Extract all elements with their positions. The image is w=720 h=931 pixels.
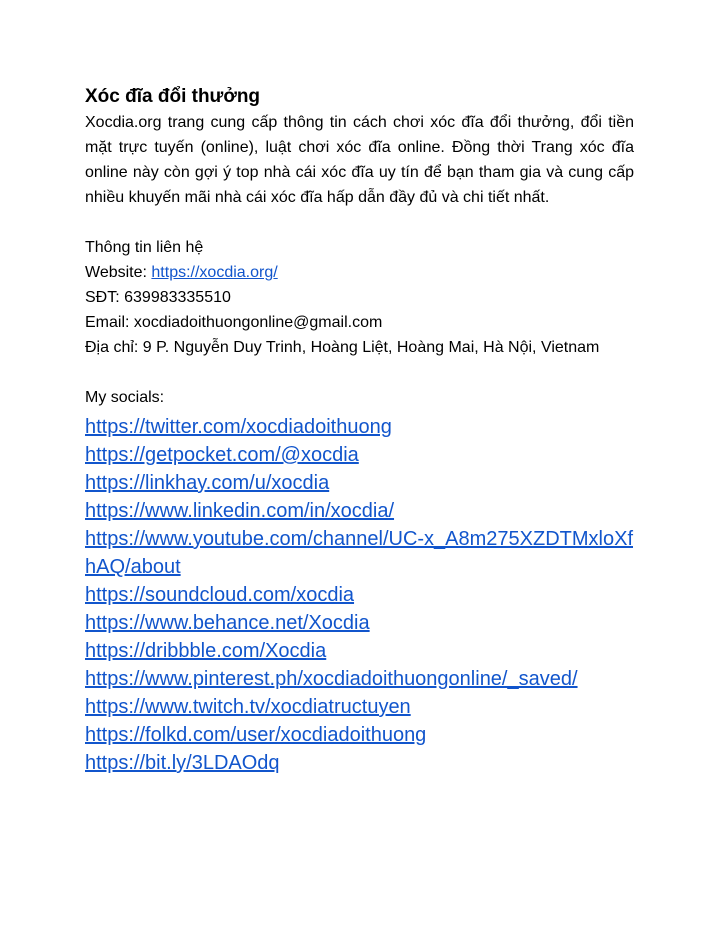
website-label: Website:	[85, 264, 152, 281]
spacer	[85, 210, 634, 235]
social-link-dribbble[interactable]: https://dribbble.com/Xocdia	[85, 640, 327, 662]
list-item	[85, 413, 634, 441]
list-item	[85, 469, 634, 497]
document-title: Xóc đĩa đổi thưởng	[85, 86, 261, 107]
list-item	[85, 693, 634, 721]
list-item	[85, 665, 634, 693]
list-item	[85, 721, 634, 749]
social-link-linkhay[interactable]: https://linkhay.com/u/xocdia	[85, 472, 330, 494]
list-item	[85, 581, 634, 609]
social-link-folkd[interactable]: https://folkd.com/user/xocdiadoithuong	[85, 724, 427, 746]
social-link-twitch[interactable]: https://www.twitch.tv/xocdiatructuyen	[85, 696, 411, 718]
address-line: Địa chỉ: 9 P. Nguyễn Duy Trinh, Hoàng Liệt, Hoàng Mai, Hà Nội, Vietnam	[85, 339, 600, 356]
intro-paragraph: Xocdia.org trang cung cấp thông tin cách chơi xóc đĩa đổi thưởng, đổi tiền mặt trực tuyến (online), luật chơi xóc đĩa online. Đồng thời Trang xóc đĩa online này còn gợi ý top nhà cái xóc đĩa uy tín để bạn tham gia và cung cấp nhiều khuyến mãi nhà cái xóc đĩa hấp dẫn đầy đủ và chi tiết nhất.	[85, 114, 634, 206]
social-link-youtube[interactable]: https://www.youtube.com/channel/UC-x_A8m275XZDTMxloXfhAQ/about	[85, 528, 633, 578]
email-line: Email: xocdiadoithuongonline@gmail.com	[85, 314, 383, 331]
list-item	[85, 441, 634, 469]
social-link-pinterest[interactable]: https://www.pinterest.ph/xocdiadoithuongonline/_saved/	[85, 668, 578, 690]
social-link-getpocket[interactable]: https://getpocket.com/@xocdia	[85, 444, 359, 466]
social-link-behance[interactable]: https://www.behance.net/Xocdia	[85, 612, 370, 634]
social-link-linkedin[interactable]: https://www.linkedin.com/in/xocdia/	[85, 500, 395, 522]
phone-line: SĐT: 639983335510	[85, 289, 231, 306]
list-item	[85, 525, 634, 581]
social-link-bitly[interactable]: https://bit.ly/3LDAOdq	[85, 752, 280, 774]
social-link-soundcloud[interactable]: https://soundcloud.com/xocdia	[85, 584, 355, 606]
website-link[interactable]: https://xocdia.org/	[151, 264, 278, 281]
social-links-list	[85, 413, 634, 777]
list-item	[85, 497, 634, 525]
list-item	[85, 609, 634, 637]
website-line	[85, 260, 634, 285]
socials-section	[85, 385, 634, 777]
social-link-twitter[interactable]: https://twitter.com/xocdiadoithuong	[85, 416, 392, 438]
contact-heading: Thông tin liên hệ	[85, 239, 204, 256]
spacer	[85, 360, 634, 385]
document-page	[85, 84, 634, 777]
list-item	[85, 637, 634, 665]
contact-section	[85, 235, 634, 360]
socials-label: My socials:	[85, 389, 165, 406]
list-item	[85, 749, 634, 777]
